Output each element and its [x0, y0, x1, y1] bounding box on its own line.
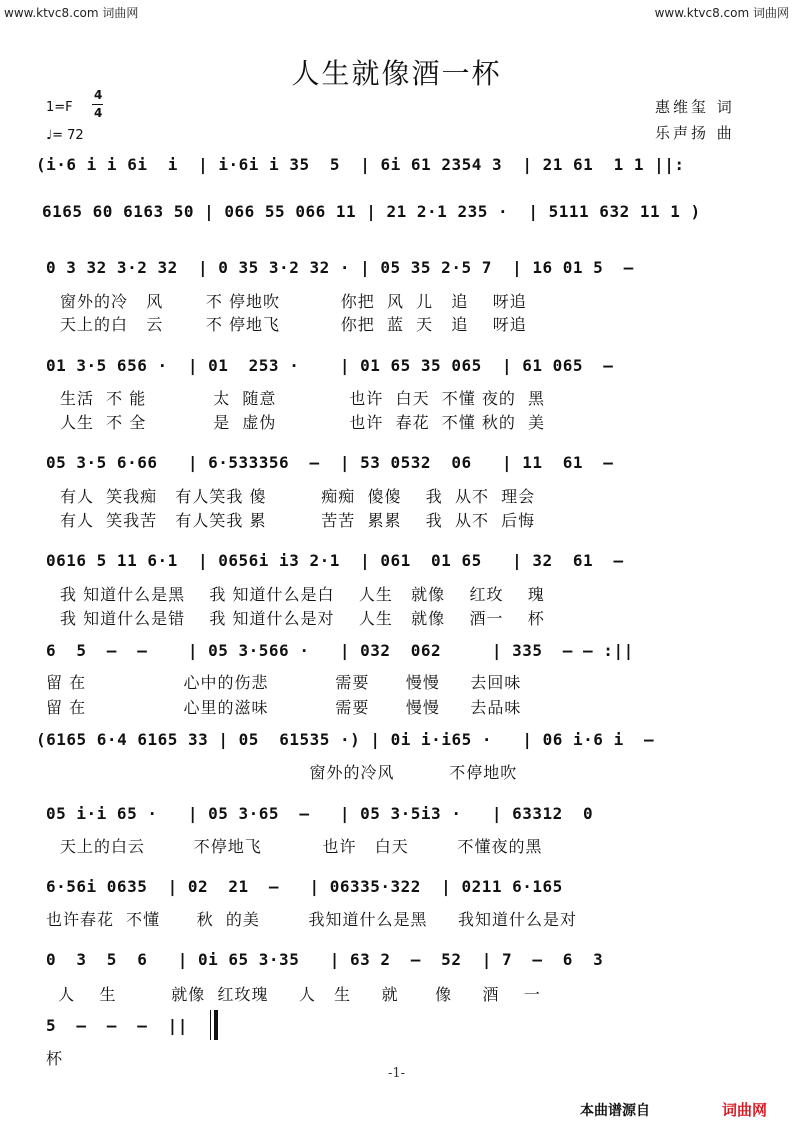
watermark-left: www.ktvc8.com 词曲网 [4, 6, 139, 20]
score-system-9-lyrics: 天上的白云 不停地飞 也许 白天 不懂夜的黑 [60, 837, 543, 856]
score-system-3-lyrics-verse-2: 天上的白 云 不 停地飞 你把 蓝 天 追 呀追 [60, 315, 527, 334]
score-system-4-lyrics-verse-2: 人生 不 全 是 虚伪 也许 春花 不懂 秋的 美 [60, 413, 546, 432]
time-signature-bottom: 4 [94, 106, 103, 120]
watermark-right: www.ktvc8.com 词曲网 [654, 6, 789, 20]
score-system-9-notes: 05 i·i 65 · | 05 3·65 – | 05 3·5i3 · | 63312 0 [46, 804, 594, 823]
score-system-5-notes: 05 3·5 6·66 | 6·533356 – | 53 0532 06 | 11 61 – [46, 453, 614, 472]
score-system-7-notes: 6 5 – – | 05 3·566 · | 032 062 | 335 – – :|| [46, 641, 634, 660]
score-system-8-lyrics: 窗外的冷风 不停地吹 [60, 763, 518, 782]
score-system-11-lyrics: 人 生 就像 红玫瑰 人 生 就 像 酒 一 [46, 985, 541, 1004]
score-system-8-notes: (6165 6·4 6165 33 | 05 61535 ·) | 0i i·i65 · | 06 i·6 i – [36, 730, 655, 749]
score-system-10-lyrics: 也许春花 不懂 秋 的美 我知道什么是黑 我知道什么是对 [46, 910, 577, 929]
key-signature: 1=F [46, 100, 73, 115]
score-system-7-lyrics-verse-2: 留 在 心里的滋味 需要 慢慢 去品味 [46, 698, 522, 717]
footer-source-text: 本曲谱源自 [580, 1103, 650, 1119]
lyricist-credit: 惠维玺 词 [655, 98, 735, 116]
score-system-1-notes: (i·6 i i 6i i | i·6i i 35 5 | 6i 61 2354 3 | 21 61 1 1 ||: [36, 155, 685, 174]
time-signature-line [92, 104, 103, 105]
page-number: -1- [387, 1066, 406, 1081]
score-system-3-lyrics-verse-1: 窗外的冷 风 不 停地吹 你把 风 儿 追 呀追 [60, 292, 527, 311]
score-system-3-notes: 0 3 32 3·2 32 | 0 35 3·2 32 · | 05 35 2·5 7 | 16 01 5 – [46, 258, 634, 277]
song-title: 人生就像酒一杯 [291, 57, 502, 90]
footer-site-logo: 词曲网 [722, 1101, 768, 1119]
score-system-7-lyrics-verse-1: 留 在 心中的伤悲 需要 慢慢 去回味 [46, 673, 522, 692]
score-system-4-notes: 01 3·5 656 · | 01 253 · | 01 65 35 065 | 61 065 – [46, 356, 614, 375]
score-system-11-notes: 0 3 5 6 | 0i 65 3·35 | 63 2 – 52 | 7 – 6 3 [46, 950, 604, 969]
score-system-5-lyrics-verse-1: 有人 笑我痴 有人笑我 傻 痴痴 傻傻 我 从不 理会 [60, 487, 536, 506]
score-system-6-notes: 0616 5 11 6·1 | 0656i i3 2·1 | 061 01 65 | 32 61 – [46, 551, 624, 570]
final-barline-thick [214, 1010, 218, 1040]
score-system-6-lyrics-verse-1: 我 知道什么是黑 我 知道什么是白 人生 就像 红玫 瑰 [60, 585, 545, 604]
score-system-2-notes: 6165 60 6163 50 | 066 55 066 11 | 21 2·1 235 · | 5111 632 11 1 ) [42, 202, 701, 221]
composer-credit: 乐声扬 曲 [655, 124, 735, 142]
final-barline-thin [210, 1010, 211, 1040]
score-system-12-notes: 5 – – – || [46, 1016, 188, 1035]
score-system-10-notes: 6·56i 0635 | 02 21 – | 06335·322 | 0211 6·165 [46, 877, 563, 896]
score-system-12-lyrics: 杯 [46, 1049, 64, 1068]
score-system-4-lyrics-verse-1: 生活 不 能 太 随意 也许 白天 不懂 夜的 黑 [60, 389, 546, 408]
tempo-marking: ♩= 72 [46, 128, 84, 143]
score-system-5-lyrics-verse-2: 有人 笑我苦 有人笑我 累 苦苦 累累 我 从不 后悔 [60, 511, 536, 530]
score-system-6-lyrics-verse-2: 我 知道什么是错 我 知道什么是对 人生 就像 酒一 杯 [60, 609, 545, 628]
time-signature-top: 4 [94, 88, 103, 102]
